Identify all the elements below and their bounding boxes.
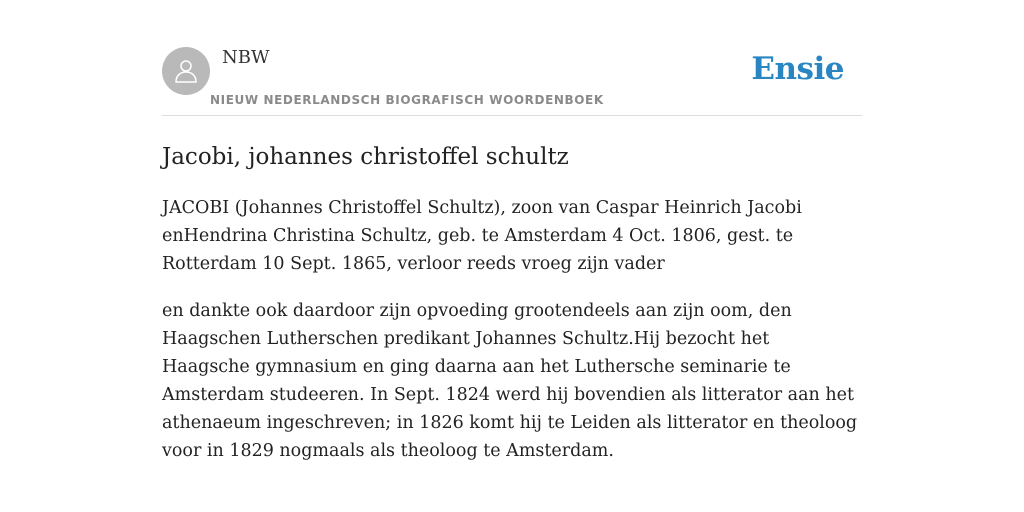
user-icon — [172, 57, 200, 85]
article-paragraph: en dankte ook daardoor zijn opvoeding grootendeels aan zijn oom, den Haagschen Lutherschen predikant Johannes Schultz.Hij bezocht het Haagsche gymnasium en ging daarna aan het Luthersche seminarie te Amsterdam studeeren. In Sept. 1824 werd hij bovendien als litterator aan het athenaeum ingeschreven; in 1826 komt hij te Leiden als litterator en theoloog voor in 1829 nogmaals als theoloog te Amsterdam. — [162, 301, 858, 461]
page-title: Jacobi, johannes christoffel schultz — [162, 144, 569, 170]
article-card — [162, 40, 862, 465]
brand-logo[interactable]: Ensie — [751, 51, 844, 87]
source-header — [162, 40, 862, 116]
avatar[interactable] — [162, 47, 210, 95]
article-paragraph: JACOBI (Johannes Christoffel Schultz), zoon van Caspar Heinrich Jacobi enHendrina Christina Schultz, geb. te Amsterdam 4 Oct. 1806, gest. te Rotterdam 10 Sept. 1865, verloor reeds vroeg zijn vader — [162, 198, 802, 274]
source-name[interactable]: NBW — [222, 47, 270, 68]
source-full-name: NIEUW NEDERLANDSCH BIOGRAFISCH WOORDENBOEK — [210, 93, 604, 107]
